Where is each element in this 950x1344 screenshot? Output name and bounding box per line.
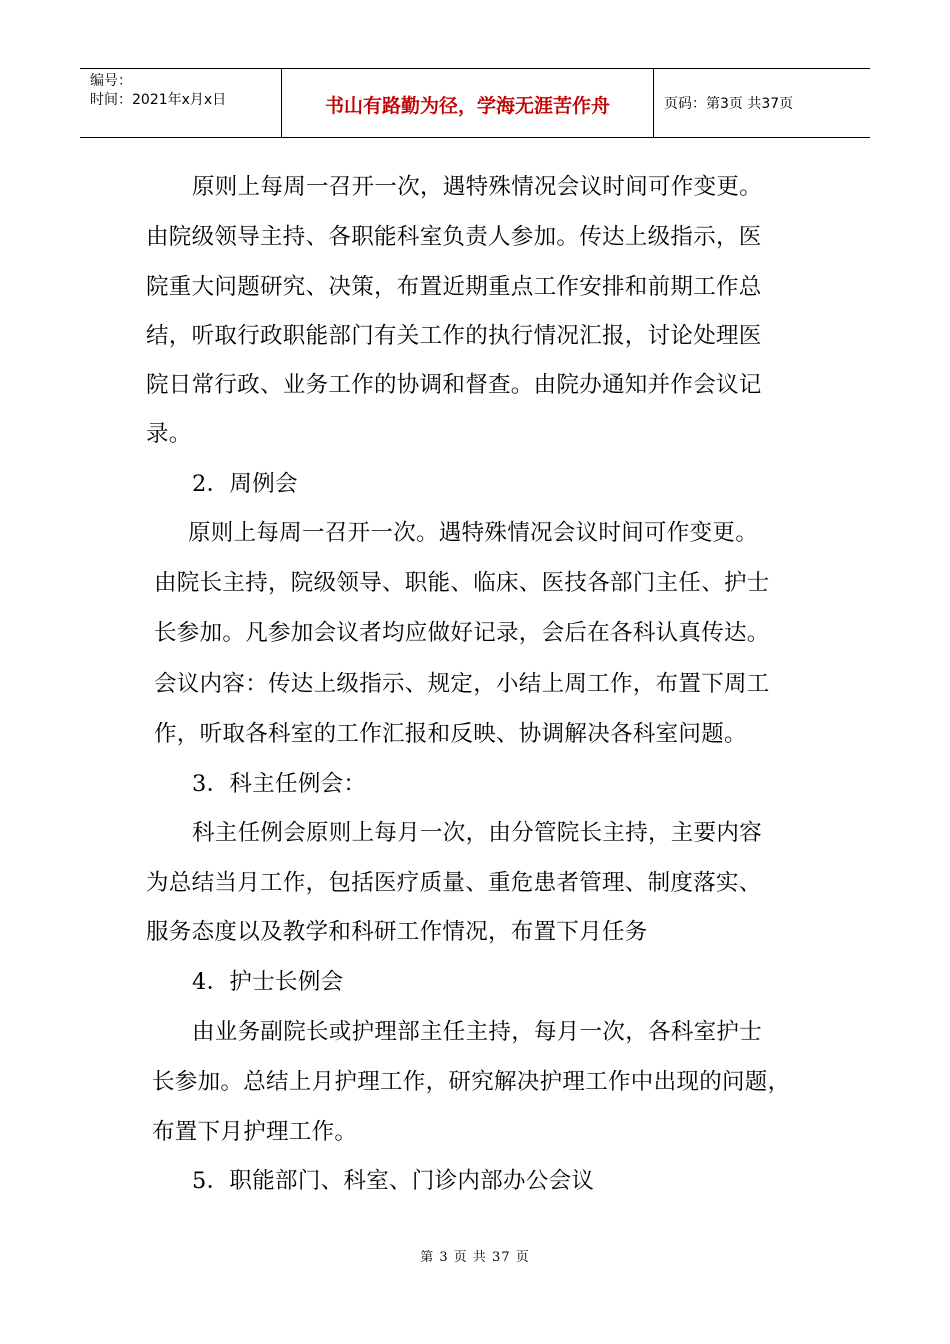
header-motto: 书山有路勤为径，学海无涯苦作舟 bbox=[324, 95, 610, 117]
body-line: 作，听取各科室的工作汇报和反映、协调解决各科室问题。 bbox=[154, 721, 747, 747]
header-divider bbox=[653, 69, 654, 137]
header-page-info: 页码：第3页 共37页 bbox=[664, 96, 794, 112]
body-line: 由院级领导主持、各职能科室负责人参加。传达上级指示，医 bbox=[146, 224, 762, 250]
section-heading: 2．周例会 bbox=[192, 471, 298, 497]
header-meta bbox=[90, 72, 226, 110]
section-heading: 5．职能部门、科室、门诊内部办公会议 bbox=[192, 1168, 595, 1194]
body-line: 原则上每周一召开一次。遇特殊情况会议时间可作变更。 bbox=[188, 520, 759, 546]
body-line: 服务态度以及教学和科研工作情况，布置下月任务 bbox=[146, 919, 648, 945]
body-line: 由业务副院长或护理部主任主持，每月一次，各科室护士 bbox=[192, 1019, 763, 1045]
body-line: 录。 bbox=[146, 421, 192, 447]
body-line: 布置下月护理工作。 bbox=[152, 1119, 358, 1145]
body-line: 长参加。总结上月护理工作，研究解决护理工作中出现的问题， bbox=[152, 1069, 791, 1095]
page-footer: 第 3 页 共 37 页 bbox=[420, 1250, 530, 1265]
body-line: 由院长主持，院级领导、职能、临床、医技各部门主任、护士 bbox=[154, 570, 770, 596]
body-line: 院日常行政、业务工作的协调和督查。由院办通知并作会议记 bbox=[146, 372, 762, 398]
body-line: 长参加。凡参加会议者均应做好记录，会后在各科认真传达。 bbox=[154, 620, 770, 646]
document-time-label: 时间：2021年x月x日 bbox=[90, 92, 227, 108]
body-line: 为总结当月工作，包括医疗质量、重危患者管理、制度落实、 bbox=[146, 870, 762, 896]
body-line: 结，听取行政职能部门有关工作的执行情况汇报，讨论处理医 bbox=[146, 323, 762, 349]
section-heading: 3．科主任例会： bbox=[192, 771, 367, 797]
body-line: 院重大问题研究、决策，布置近期重点工作安排和前期工作总 bbox=[146, 274, 762, 300]
document-header bbox=[80, 68, 870, 138]
body-line: 原则上每周一召开一次，遇特殊情况会议时间可作变更。 bbox=[192, 174, 763, 200]
section-heading: 4．护士长例会 bbox=[192, 969, 344, 995]
body-line: 科主任例会原则上每月一次，由分管院长主持，主要内容 bbox=[192, 820, 763, 846]
body-line: 会议内容：传达上级指示、规定，小结上周工作，布置下周工 bbox=[154, 671, 770, 697]
document-number-label: 编号： bbox=[90, 73, 132, 89]
